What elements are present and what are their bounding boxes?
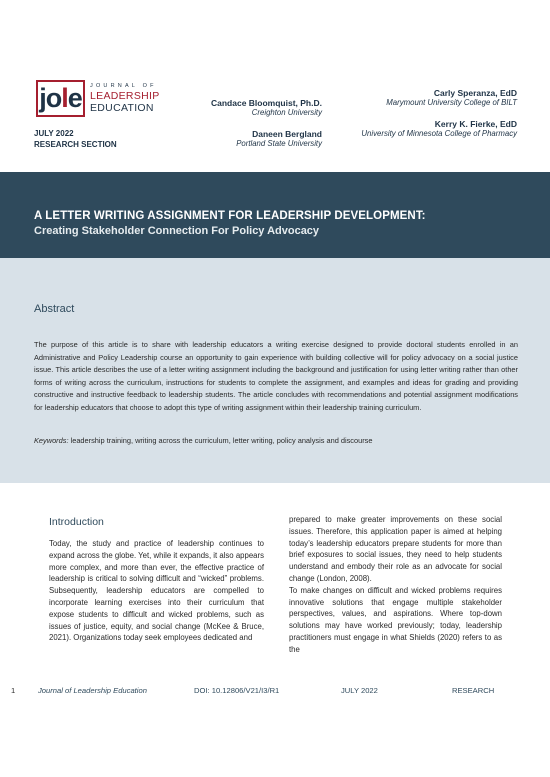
footer-doi: DOI: 10.12806/V21/I3/R1 <box>194 686 280 695</box>
issue-date: JULY 2022 <box>34 129 74 138</box>
introduction-heading: Introduction <box>49 516 104 528</box>
author-name: Carly Speranza, EdD <box>433 88 517 98</box>
keywords-list: leadership training, writing across the curriculum, letter writing, policy analysis and discourse <box>68 436 373 445</box>
author-block <box>211 98 322 118</box>
author-block <box>236 129 322 149</box>
paragraph: Today, the study and practice of leadership continues to expand across the globe. Yet, while it expands, it also appears more complex, and more than ever, the effective practice of leadership is critical to solving difficult and “wicked” problems. Subsequently, leadership educators are compelled to incorporate learning exercises into their curriculum that expose students to difficult and wicked problems, such as issues of justice, equity, and social change (McKee & Bruce, 2021). Organizations today seek employees dedicated and <box>49 539 264 643</box>
logo-education: EDUCATION <box>90 101 154 114</box>
logo-mark-part2: l <box>61 83 68 113</box>
keywords-label: Keywords: <box>34 436 69 445</box>
journal-logo <box>36 80 160 117</box>
keywords <box>34 435 518 446</box>
abstract-text: The purpose of this article is to share with leadership educators a writing exercise designed to provide doctoral students enrolled in an Administrative and Policy Leadership course an opportunity to gain experience with building collective will for policy advocacy on a social justice issue. This article describes the use of a letter writing assignment including the background and justification for using letter writing rather than other forms of writing across the curriculum, instructions for students to complete the assignment, and examples and ideas for grading and providing constructive and instructive feedback to leadership students. The article concludes with recommendations and potential assignment modifications for leadership educators that choose to adopt this type of writing assignment within their leadership training curriculum. <box>34 340 518 412</box>
footer-date: JULY 2022 <box>341 686 378 695</box>
footer-journal: Journal of Leadership Education <box>38 686 147 695</box>
article-subtitle: Creating Stakeholder Connection For Policy Advocacy <box>34 225 320 237</box>
author-name: Daneen Bergland <box>252 129 322 139</box>
author-affiliation: Creighton University <box>251 108 322 117</box>
abstract-heading: Abstract <box>34 303 75 315</box>
logo-journal-of: JOURNAL OF <box>90 82 157 89</box>
paragraph: To make changes on difficult and wicked problems requires innovative solutions that engage multiple stakeholder perspectives, values, and aspirations. Where top-down solutions may have worked previously; today, leadership practitioners must engage in what Shields (2020) refers to as the <box>289 585 502 654</box>
author-block <box>386 88 517 108</box>
issue-info <box>34 128 117 150</box>
page-number: 1 <box>11 686 16 695</box>
footer-section: RESEARCH <box>452 686 495 695</box>
logo-mark-part1: jo <box>39 83 62 113</box>
author-affiliation: Marymount University College of BILT <box>386 98 517 107</box>
author-block <box>361 119 517 139</box>
logo-wordmark <box>90 84 160 114</box>
logo-mark-part3: e <box>67 83 82 113</box>
paragraph: prepared to make greater improvements on these social issues. Therefore, this application paper is aimed at helping today’s leadership educators prepare students for more than brief exposures to social issues, they need to help students understand and embody their role as an advocate for social change (London, 2008). <box>289 515 502 583</box>
author-affiliation: Portland State University <box>236 139 322 148</box>
logo-leadership: LEADERSHIP <box>90 90 160 103</box>
article-title: A LETTER WRITING ASSIGNMENT FOR LEADERSHIP DEVELOPMENT: <box>34 210 426 222</box>
author-affiliation: University of Minnesota College of Pharmacy <box>361 129 517 138</box>
author-name: Candace Bloomquist, Ph.D. <box>211 98 322 108</box>
logo-mark <box>36 80 85 117</box>
author-name: Kerry K. Fierke, EdD <box>434 119 517 129</box>
body-column-left <box>49 538 264 644</box>
issue-section: RESEARCH SECTION <box>34 140 117 149</box>
body-column-right <box>289 514 502 656</box>
